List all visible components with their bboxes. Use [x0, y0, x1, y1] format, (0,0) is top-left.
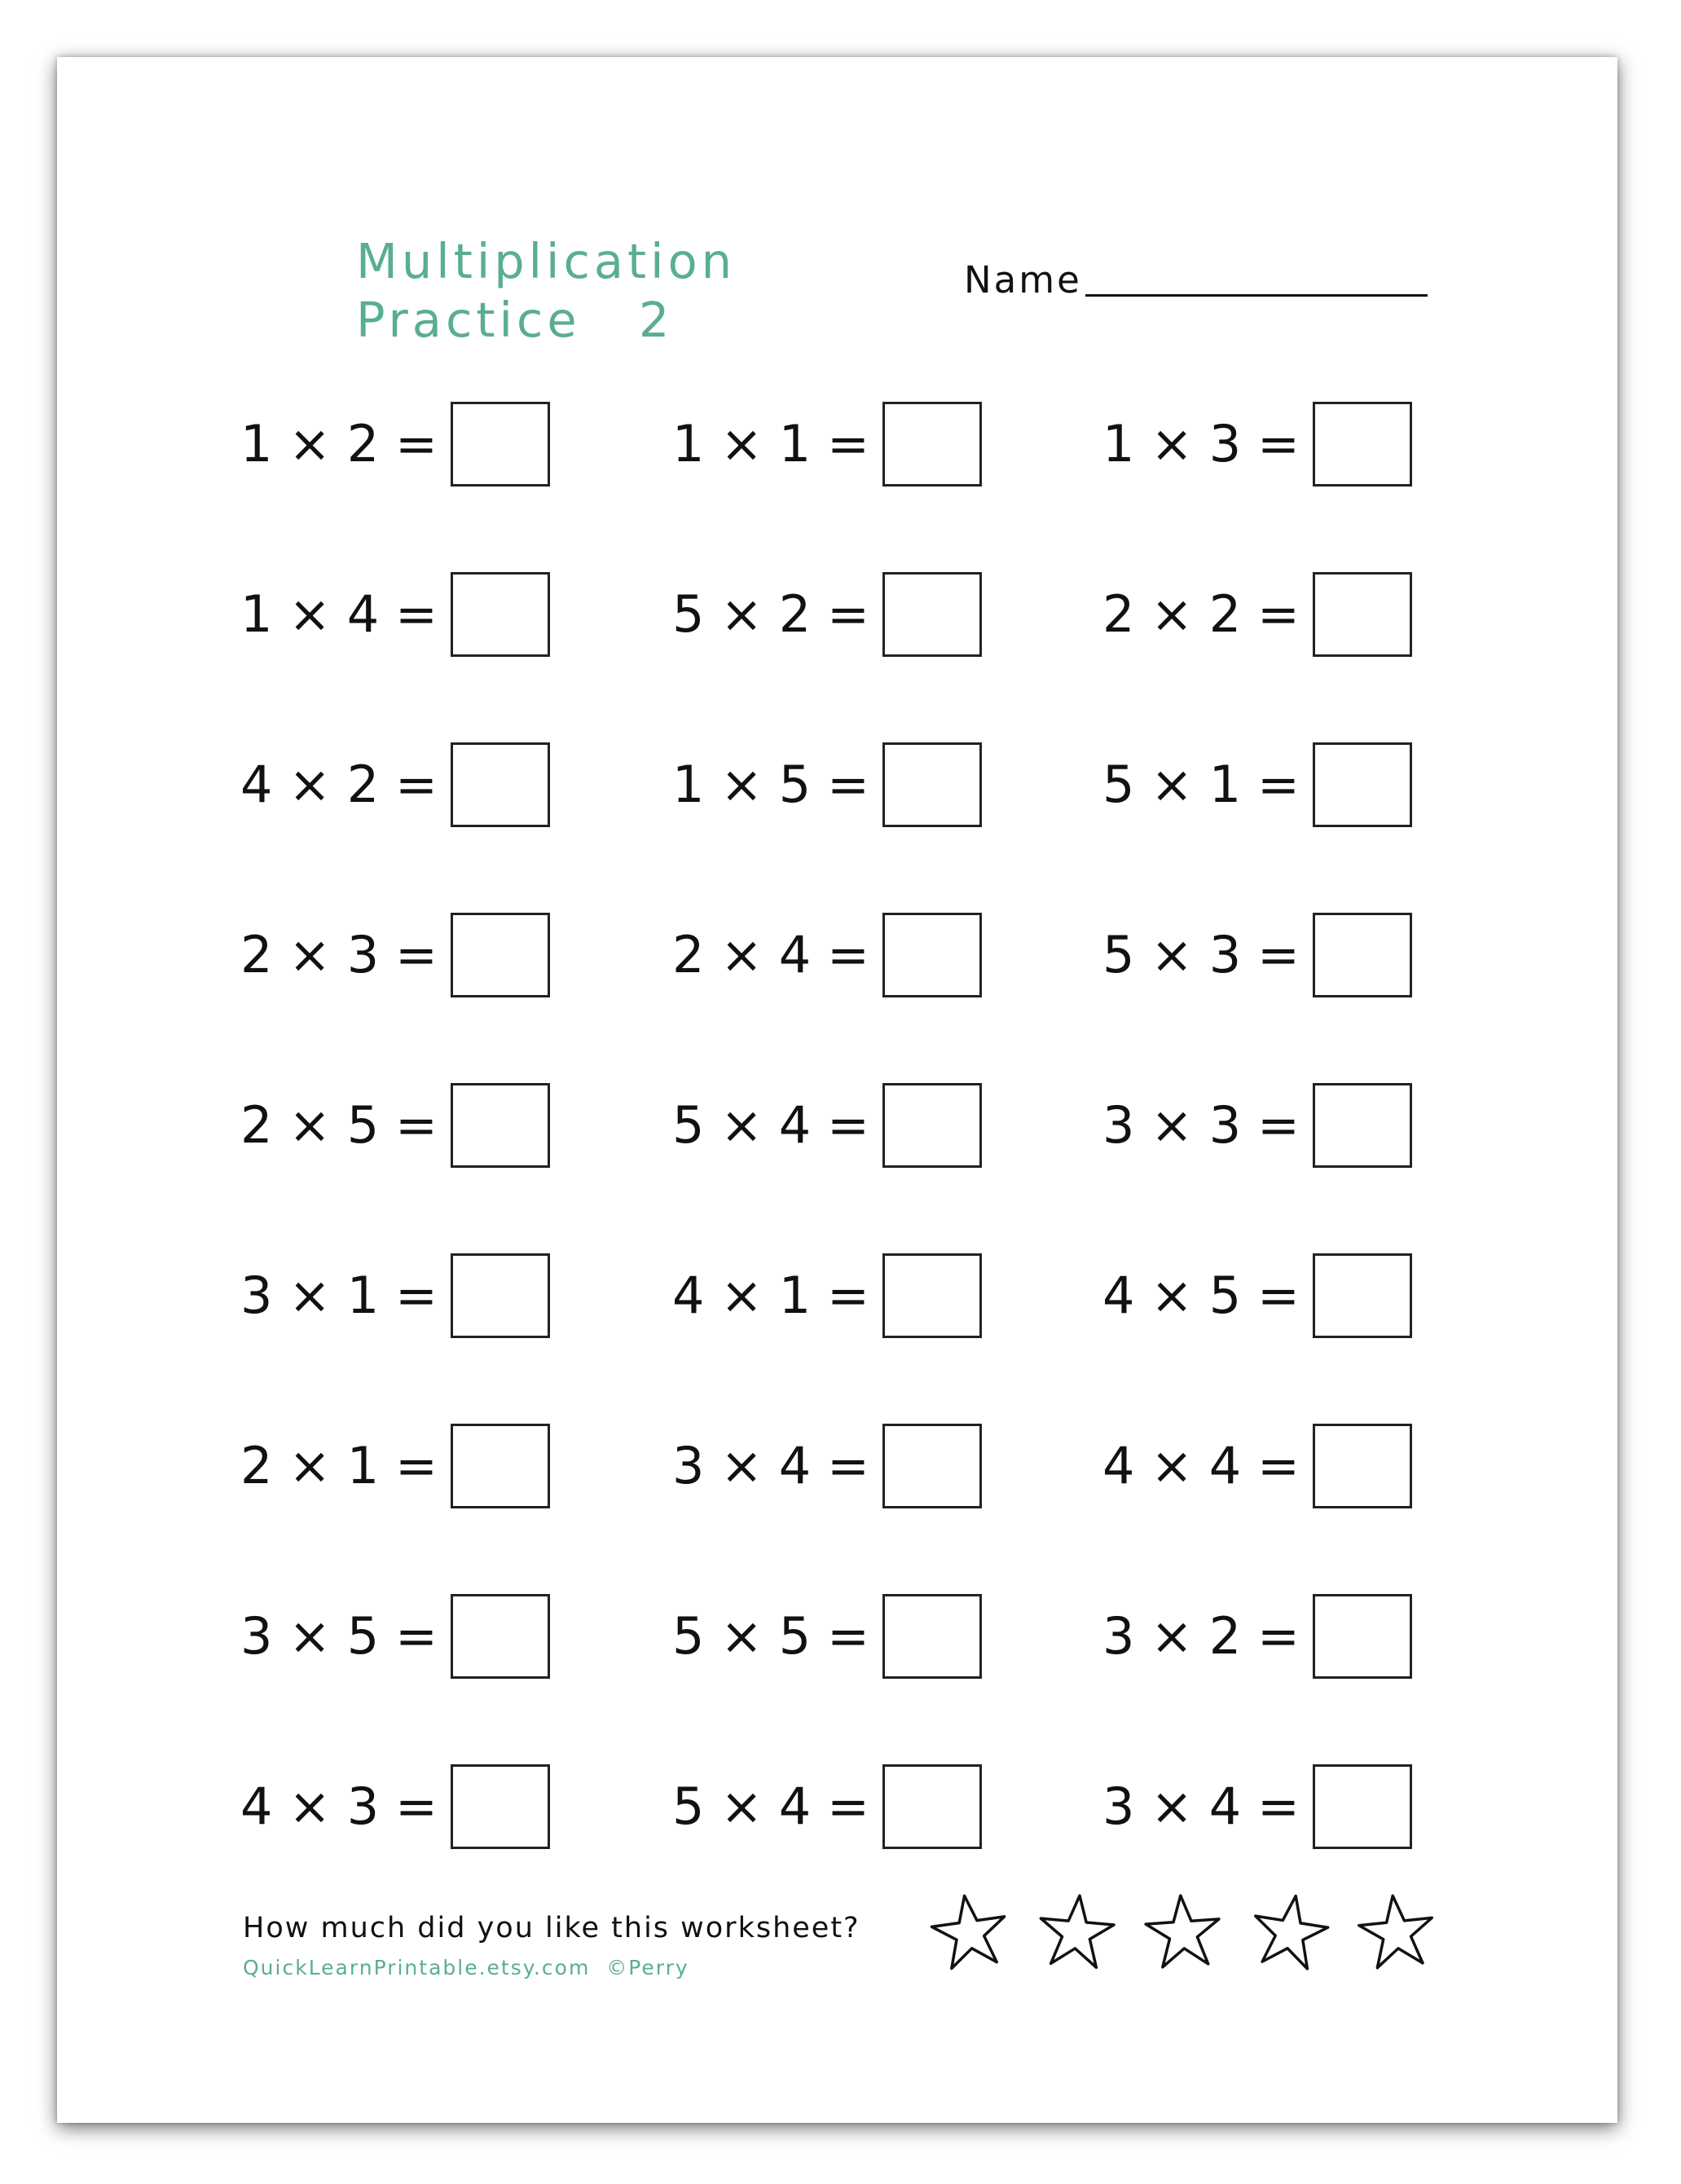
answer-box[interactable]	[451, 1764, 550, 1849]
answer-box[interactable]	[882, 742, 982, 827]
problem-expression: 3 × 2 =	[1102, 1606, 1300, 1666]
problem-expression: 4 × 4 =	[1102, 1436, 1300, 1495]
problem-item	[1102, 570, 1412, 659]
problem-item	[240, 740, 550, 830]
problem-item	[1102, 740, 1412, 830]
problem-expression: 1 × 1 =	[672, 414, 869, 473]
problem-expression: 3 × 1 =	[240, 1266, 438, 1325]
answer-box[interactable]	[451, 742, 550, 827]
problem-expression: 2 × 4 =	[672, 925, 869, 984]
problem-item	[1102, 910, 1412, 1000]
feedback-question: How much did you like this worksheet?	[243, 1912, 860, 1944]
problem-expression: 5 × 5 =	[672, 1606, 869, 1666]
answer-box[interactable]	[1313, 1424, 1412, 1508]
answer-box[interactable]	[451, 1594, 550, 1679]
problem-grid	[57, 57, 1617, 2123]
star-outline-icon[interactable]	[1036, 1891, 1117, 1972]
problem-item	[672, 910, 982, 1000]
problem-item	[240, 1421, 550, 1511]
problem-expression: 5 × 4 =	[672, 1777, 869, 1836]
answer-box[interactable]	[1313, 742, 1412, 827]
answer-box[interactable]	[882, 572, 982, 657]
problem-expression: 2 × 3 =	[240, 925, 438, 984]
answer-box[interactable]	[882, 1424, 982, 1508]
problem-expression: 2 × 1 =	[240, 1436, 438, 1495]
problem-item	[672, 1421, 982, 1511]
problem-item	[1102, 399, 1412, 489]
answer-box[interactable]	[1313, 1594, 1412, 1679]
problem-expression: 5 × 3 =	[1102, 925, 1300, 984]
problem-expression: 4 × 3 =	[240, 1777, 438, 1836]
answer-box[interactable]	[451, 1083, 550, 1168]
answer-box[interactable]	[882, 402, 982, 487]
title-line-2: Practice 2	[356, 292, 674, 348]
problem-item	[672, 740, 982, 830]
problem-expression: 1 × 3 =	[1102, 414, 1300, 473]
star-outline-icon[interactable]	[929, 1891, 1010, 1972]
rating-stars	[929, 1891, 1463, 1972]
answer-box[interactable]	[451, 913, 550, 997]
problem-item	[1102, 1592, 1412, 1681]
title-line-1: Multiplication	[356, 233, 737, 289]
problem-item	[672, 570, 982, 659]
problem-item	[240, 910, 550, 1000]
problem-expression: 2 × 5 =	[240, 1095, 438, 1155]
answer-box[interactable]	[882, 1083, 982, 1168]
answer-box[interactable]	[1313, 1764, 1412, 1849]
problem-expression: 1 × 2 =	[240, 414, 438, 473]
problem-expression: 5 × 1 =	[1102, 755, 1300, 814]
problem-item	[1102, 1251, 1412, 1341]
problem-expression: 3 × 4 =	[672, 1436, 869, 1495]
problem-item	[672, 1081, 982, 1170]
star-outline-icon[interactable]	[1249, 1891, 1331, 1972]
answer-box[interactable]	[451, 1424, 550, 1508]
problem-expression: 2 × 2 =	[1102, 584, 1300, 644]
worksheet-page	[57, 57, 1617, 2123]
name-label: Name	[964, 258, 1082, 302]
problem-item	[1102, 1762, 1412, 1852]
problem-expression: 1 × 4 =	[240, 584, 438, 644]
star-outline-icon[interactable]	[1356, 1891, 1437, 1972]
problem-expression: 3 × 5 =	[240, 1606, 438, 1666]
answer-box[interactable]	[1313, 402, 1412, 487]
answer-box[interactable]	[882, 913, 982, 997]
problem-expression: 1 × 5 =	[672, 755, 869, 814]
problem-item	[672, 1762, 982, 1852]
answer-box[interactable]	[1313, 1253, 1412, 1338]
problem-item	[672, 1251, 982, 1341]
problem-expression: 5 × 2 =	[672, 584, 869, 644]
problem-item	[1102, 1081, 1412, 1170]
problem-expression: 3 × 4 =	[1102, 1777, 1300, 1836]
answer-box[interactable]	[882, 1594, 982, 1679]
answer-box[interactable]	[1313, 1083, 1412, 1168]
problem-expression: 3 × 3 =	[1102, 1095, 1300, 1155]
credit-text: QuickLearnPrintable.etsy.com ©Perry	[243, 1956, 689, 1979]
problem-item	[240, 1762, 550, 1852]
problem-item	[240, 1081, 550, 1170]
problem-item	[240, 399, 550, 489]
problem-item	[672, 1592, 982, 1681]
problem-item	[672, 399, 982, 489]
answer-box[interactable]	[1313, 572, 1412, 657]
answer-box[interactable]	[451, 1253, 550, 1338]
problem-item	[240, 570, 550, 659]
star-outline-icon[interactable]	[1142, 1891, 1224, 1972]
answer-box[interactable]	[451, 572, 550, 657]
problem-item	[1102, 1421, 1412, 1511]
problem-item	[240, 1251, 550, 1341]
answer-box[interactable]	[451, 402, 550, 487]
problem-item	[240, 1592, 550, 1681]
answer-box[interactable]	[1313, 913, 1412, 997]
problem-expression: 5 × 4 =	[672, 1095, 869, 1155]
problem-expression: 4 × 5 =	[1102, 1266, 1300, 1325]
problem-expression: 4 × 2 =	[240, 755, 438, 814]
answer-box[interactable]	[882, 1253, 982, 1338]
problem-expression: 4 × 1 =	[672, 1266, 869, 1325]
answer-box[interactable]	[882, 1764, 982, 1849]
